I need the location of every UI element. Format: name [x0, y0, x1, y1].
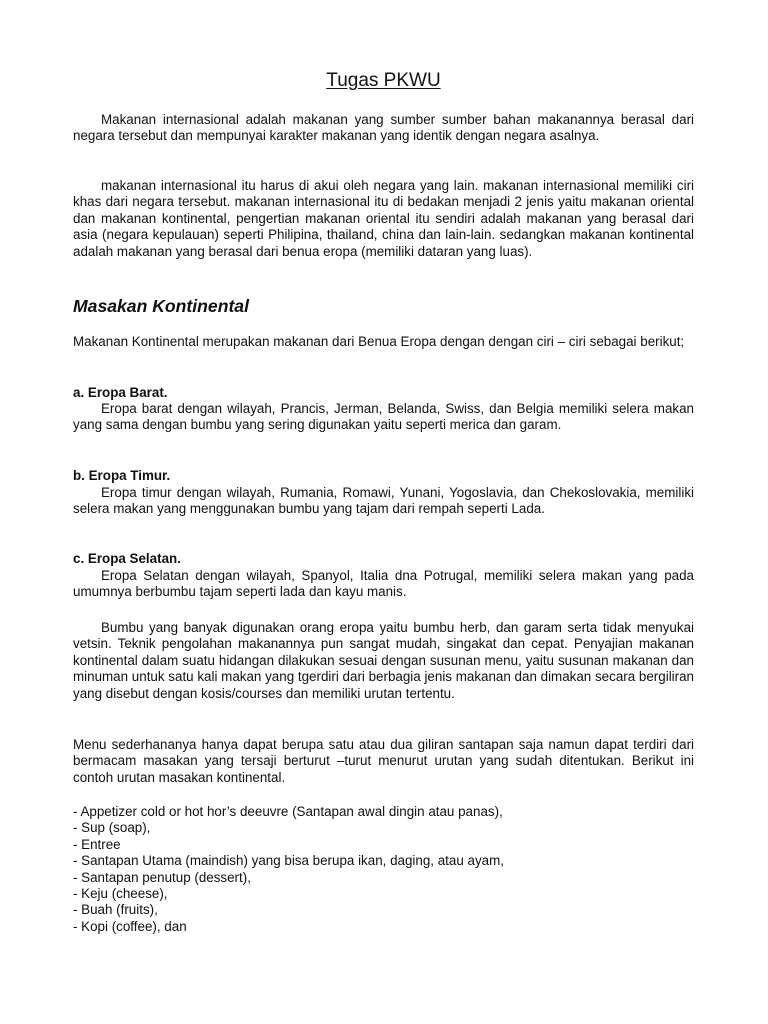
region-label-timur: b. Eropa Timur. — [73, 468, 171, 483]
course-list-item: - Keju (cheese), — [73, 886, 168, 902]
course-list-item: - Santapan penutup (dessert), — [73, 869, 251, 885]
section-intro-paragraph: Makanan Kontinental merupakan makanan dari Benua Eropa dengan dengan ciri – ciri sebagai berikut; — [73, 334, 685, 349]
bumbu-paragraph: Bumbu yang banyak digunakan orang eropa yaitu bumbu herb, dan garam serta tidak menyukai vetsin. Teknik pengolahan makanannya pun sangat mudah, singakat dan cepat. Penyajian makanan kontinental dalam suatu hidangan dilakukan sesuai dengan susunan menu, yaitu susunan makanan dan minuman untuk satu kali makan yang tgerdiri dari berbagia jenis makanan dan dimakan secara bergiliran yang disebut dengan kosis/courses dan memiliki urutan tertentu. — [73, 620, 694, 701]
course-list-item: - Kopi (coffee), dan — [73, 918, 187, 934]
course-list-item: - Entree — [73, 836, 121, 852]
course-list-item: - Sup (soap), — [73, 820, 151, 836]
intro-paragraph-1: Makanan internasional adalah makanan yang sumber sumber bahan makanannya berasal dari negara tersebut dan mempunyai karakter makanan yang identik dengan negara asalnya. — [73, 112, 694, 144]
section-heading: Masakan Kontinental — [73, 296, 249, 316]
region-text-barat: Eropa barat dengan wilayah, Prancis, Jerman, Belanda, Swiss, dan Belgia memiliki selera makan yang sama dengan bumbu yang sering digunakan yaitu seperti merica dan garam. — [73, 401, 694, 433]
region-text-timur: Eropa timur dengan wilayah, Rumania, Romawi, Yunani, Yogoslavia, dan Chekoslovakia, memiliki selera makan yang menggunakan bumbu yang tajam dari rempah seperti Lada. — [73, 485, 694, 517]
course-list-item: - Buah (fruits), — [73, 902, 158, 918]
course-list-item: - Santapan Utama (maindish) yang bisa berupa ikan, daging, atau ayam, — [73, 853, 504, 869]
document-title: Tugas PKWU — [326, 70, 441, 91]
course-list — [73, 804, 504, 935]
menu-paragraph: Menu sederhananya hanya dapat berupa satu atau dua giliran santapan saja namun dapat terdiri dari bermacam masakan yang tersaji berturut –turut menurut urutan yang sudah ditentukan. Berikut ini contoh urutan masakan kontinental. — [73, 737, 694, 785]
region-label-barat: a. Eropa Barat. — [73, 385, 168, 400]
course-list-item: - Appetizer cold or hot hor’s deeuvre (Santapan awal dingin atau panas), — [73, 804, 503, 819]
region-label-selatan: c. Eropa Selatan. — [73, 551, 181, 566]
intro-paragraph-2: makanan internasional itu harus di akui oleh negara yang lain. makanan internasional memiliki ciri khas dari negara tersebut. makanan internasional itu di bedakan menjadi 2 jenis yaitu makanan oriental dan makanan kontinental, pengertian makanan oriental itu sendiri adalah makanan yang berasal dari asia (negara kepulauan) seperti Philipina, thailand, china dan lain-lain. sedangkan makanan kontinental adalah makanan yang berasal dari benua eropa (memiliki dataran yang luas). — [73, 178, 694, 259]
region-text-selatan: Eropa Selatan dengan wilayah, Spanyol, Italia dna Potrugal, memiliki selera makan yang pada umumnya berbumbu tajam seperti lada dan kayu manis. — [73, 568, 694, 600]
